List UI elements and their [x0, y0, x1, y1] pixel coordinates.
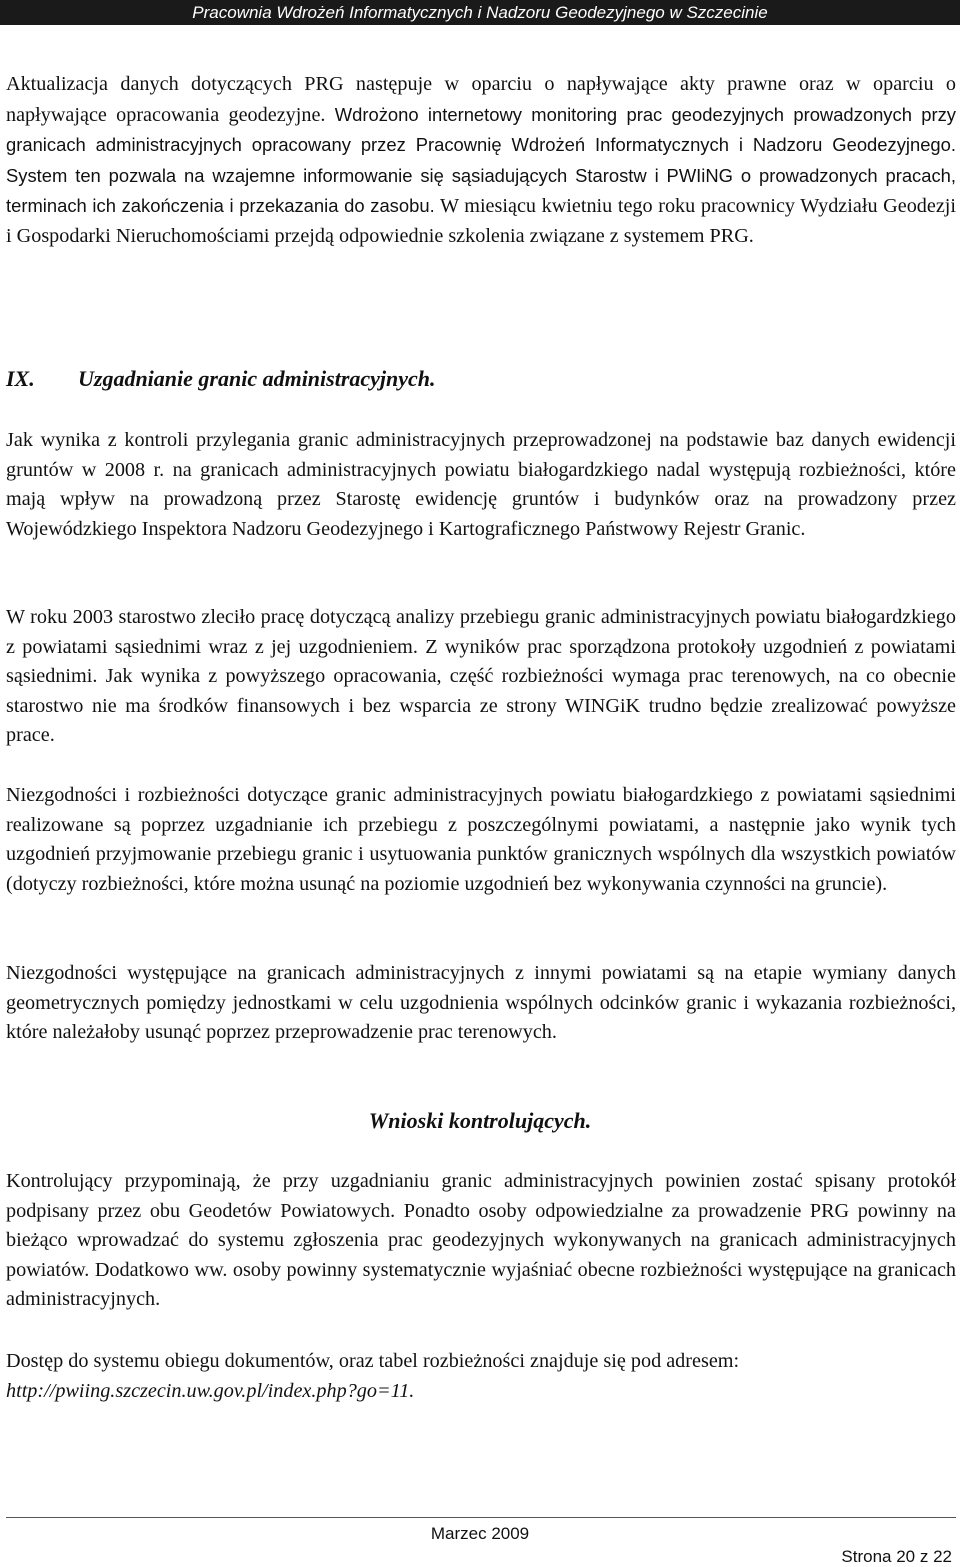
section-number: IX.	[6, 366, 35, 391]
paragraph-conclusions: Kontrolujący przypominają, że przy uzgadnianiu granic administracyjnych powinien zostać spisany protokół podpisany przez obu Geodetów Powiatowych. Ponadto osoby odpowiedzialne za prowadzenie PRG powinny na bieżąco wprowadzać do systemu zgłoszenia prac geodezyjnych wykonywanych na granicach administracyjnych powiatów. Dodatkowo ww. osoby powinny systematycznie wyjaśniać obecne rozbieżności występujące na granicach administracyjnych.	[6, 1170, 956, 1311]
paragraph-text: Dostęp do systemu obiegu dokumentów, oraz tabel rozbieżności znajduje się pod adresem:	[6, 1350, 740, 1372]
paragraph-discrepancies-neighbors: Niezgodności i rozbieżności dotyczące granic administracyjnych powiatu białogardzkiego z powiatami sąsiednimi realizowane są poprzez uzgadnianie ich przebiegu z poszczególnymi powiatami, a następnie jako wynik tych uzgodnień przyjmowanie przebiegu granic i usytuowania punktów granicznych wspólnych dla wszystkich powiatów (dotyczy rozbieżności, które można usunąć na poziomie uzgodnień bez wykonywania czynności na gruncie).	[6, 784, 956, 895]
paragraph-text: W miesiącu kwietniu tego roku pracownicy Wydziału Geodezji i Gospodarki Nieruchomościami przejdą odpowiednie szkolenia związane z systemem PRG.	[6, 195, 957, 247]
paragraph-text: Wdrożono internetowy monitoring prac geodezyjnych prowadzonych przy granicach administracyjnych opracowany przez Pracownię	[6, 103, 956, 156]
paragraph-text: System ten pozwala na wzajemne informowanie się sąsiadujących Starostw i PWIiNG o prowadzonych pracach, terminach ich zakończenia i przekazania do zasobu.	[6, 164, 956, 217]
paragraph-text: Aktualizacja danych dotyczących PRG następuje w oparciu o napływające akty prawne oraz w oparciu o napływające opracowania geodezyjne.	[6, 73, 956, 126]
paragraph-system-access	[6, 1347, 956, 1406]
paragraph-discrepancies-other: Niezgodności występujące na granicach administracyjnych z innymi powiatami są na etapie wymiany danych geometrycznych pomiędzy jednostkami w celu uzgodnienia wspólnych odcinków granic i wykazania rozbieżności, które należałoby usunąć poprzez przeprowadzenie prac terenowych.	[6, 962, 956, 1044]
footer-divider	[6, 1517, 956, 1518]
paragraph-prg-update	[6, 70, 956, 252]
section-heading-conclusions: Wnioski kontrolujących.	[368, 1108, 592, 1133]
header-title: Pracownia Wdrożeń Informatycznych i Nadzoru Geodezyjnego w Szczecinie	[192, 3, 768, 22]
paragraph-2003-analysis: W roku 2003 starostwo zleciło pracę dotyczącą analizy przebiegu granic administracyjnych powiatu białogardzkiego z powiatami sąsiednimi wraz z jej uzgodnieniem. Z wyników prac sporządzona protokoły uzgodnień z powiatami sąsiednimi. Jak wynika z powyższego opracowania, część rozbieżności wymaga prac terenowych, na co obecnie starostwo nie ma środków finansowych i bez wsparcia ze strony WINGiK trudno będzie zrealizować powyższe prace.	[6, 606, 956, 747]
paragraph-boundary-check: Jak wynika z kontroli przylegania granic administracyjnych przeprowadzonej na podstawie baz danych ewidencji gruntów w 2008 r. na granicach administracyjnych powiatu białogardzkiego nadal występują rozbieżności, które mają wpływ na prowadzoną przez Starostę ewidencję gruntów i budynków oraz na prowadzony przez Wojewódzkiego Inspektora Nadzoru Geodezyjnego i Kartograficznego Państwowy Rejestr Granic.	[6, 429, 956, 540]
section-heading-ix	[6, 366, 436, 392]
section-title: Uzgadnianie granic administracyjnych.	[78, 366, 436, 391]
footer-date: Marzec 2009	[430, 1524, 530, 1543]
footer-page-number: Strona 20 z 22	[841, 1547, 952, 1566]
system-url-link[interactable]: http://pwiing.szczecin.uw.gov.pl/index.php?go=11.	[6, 1379, 415, 1402]
paragraph-text: Wdrożeń Informatycznych i Nadzoru Geodezyjnego.	[501, 134, 956, 156]
